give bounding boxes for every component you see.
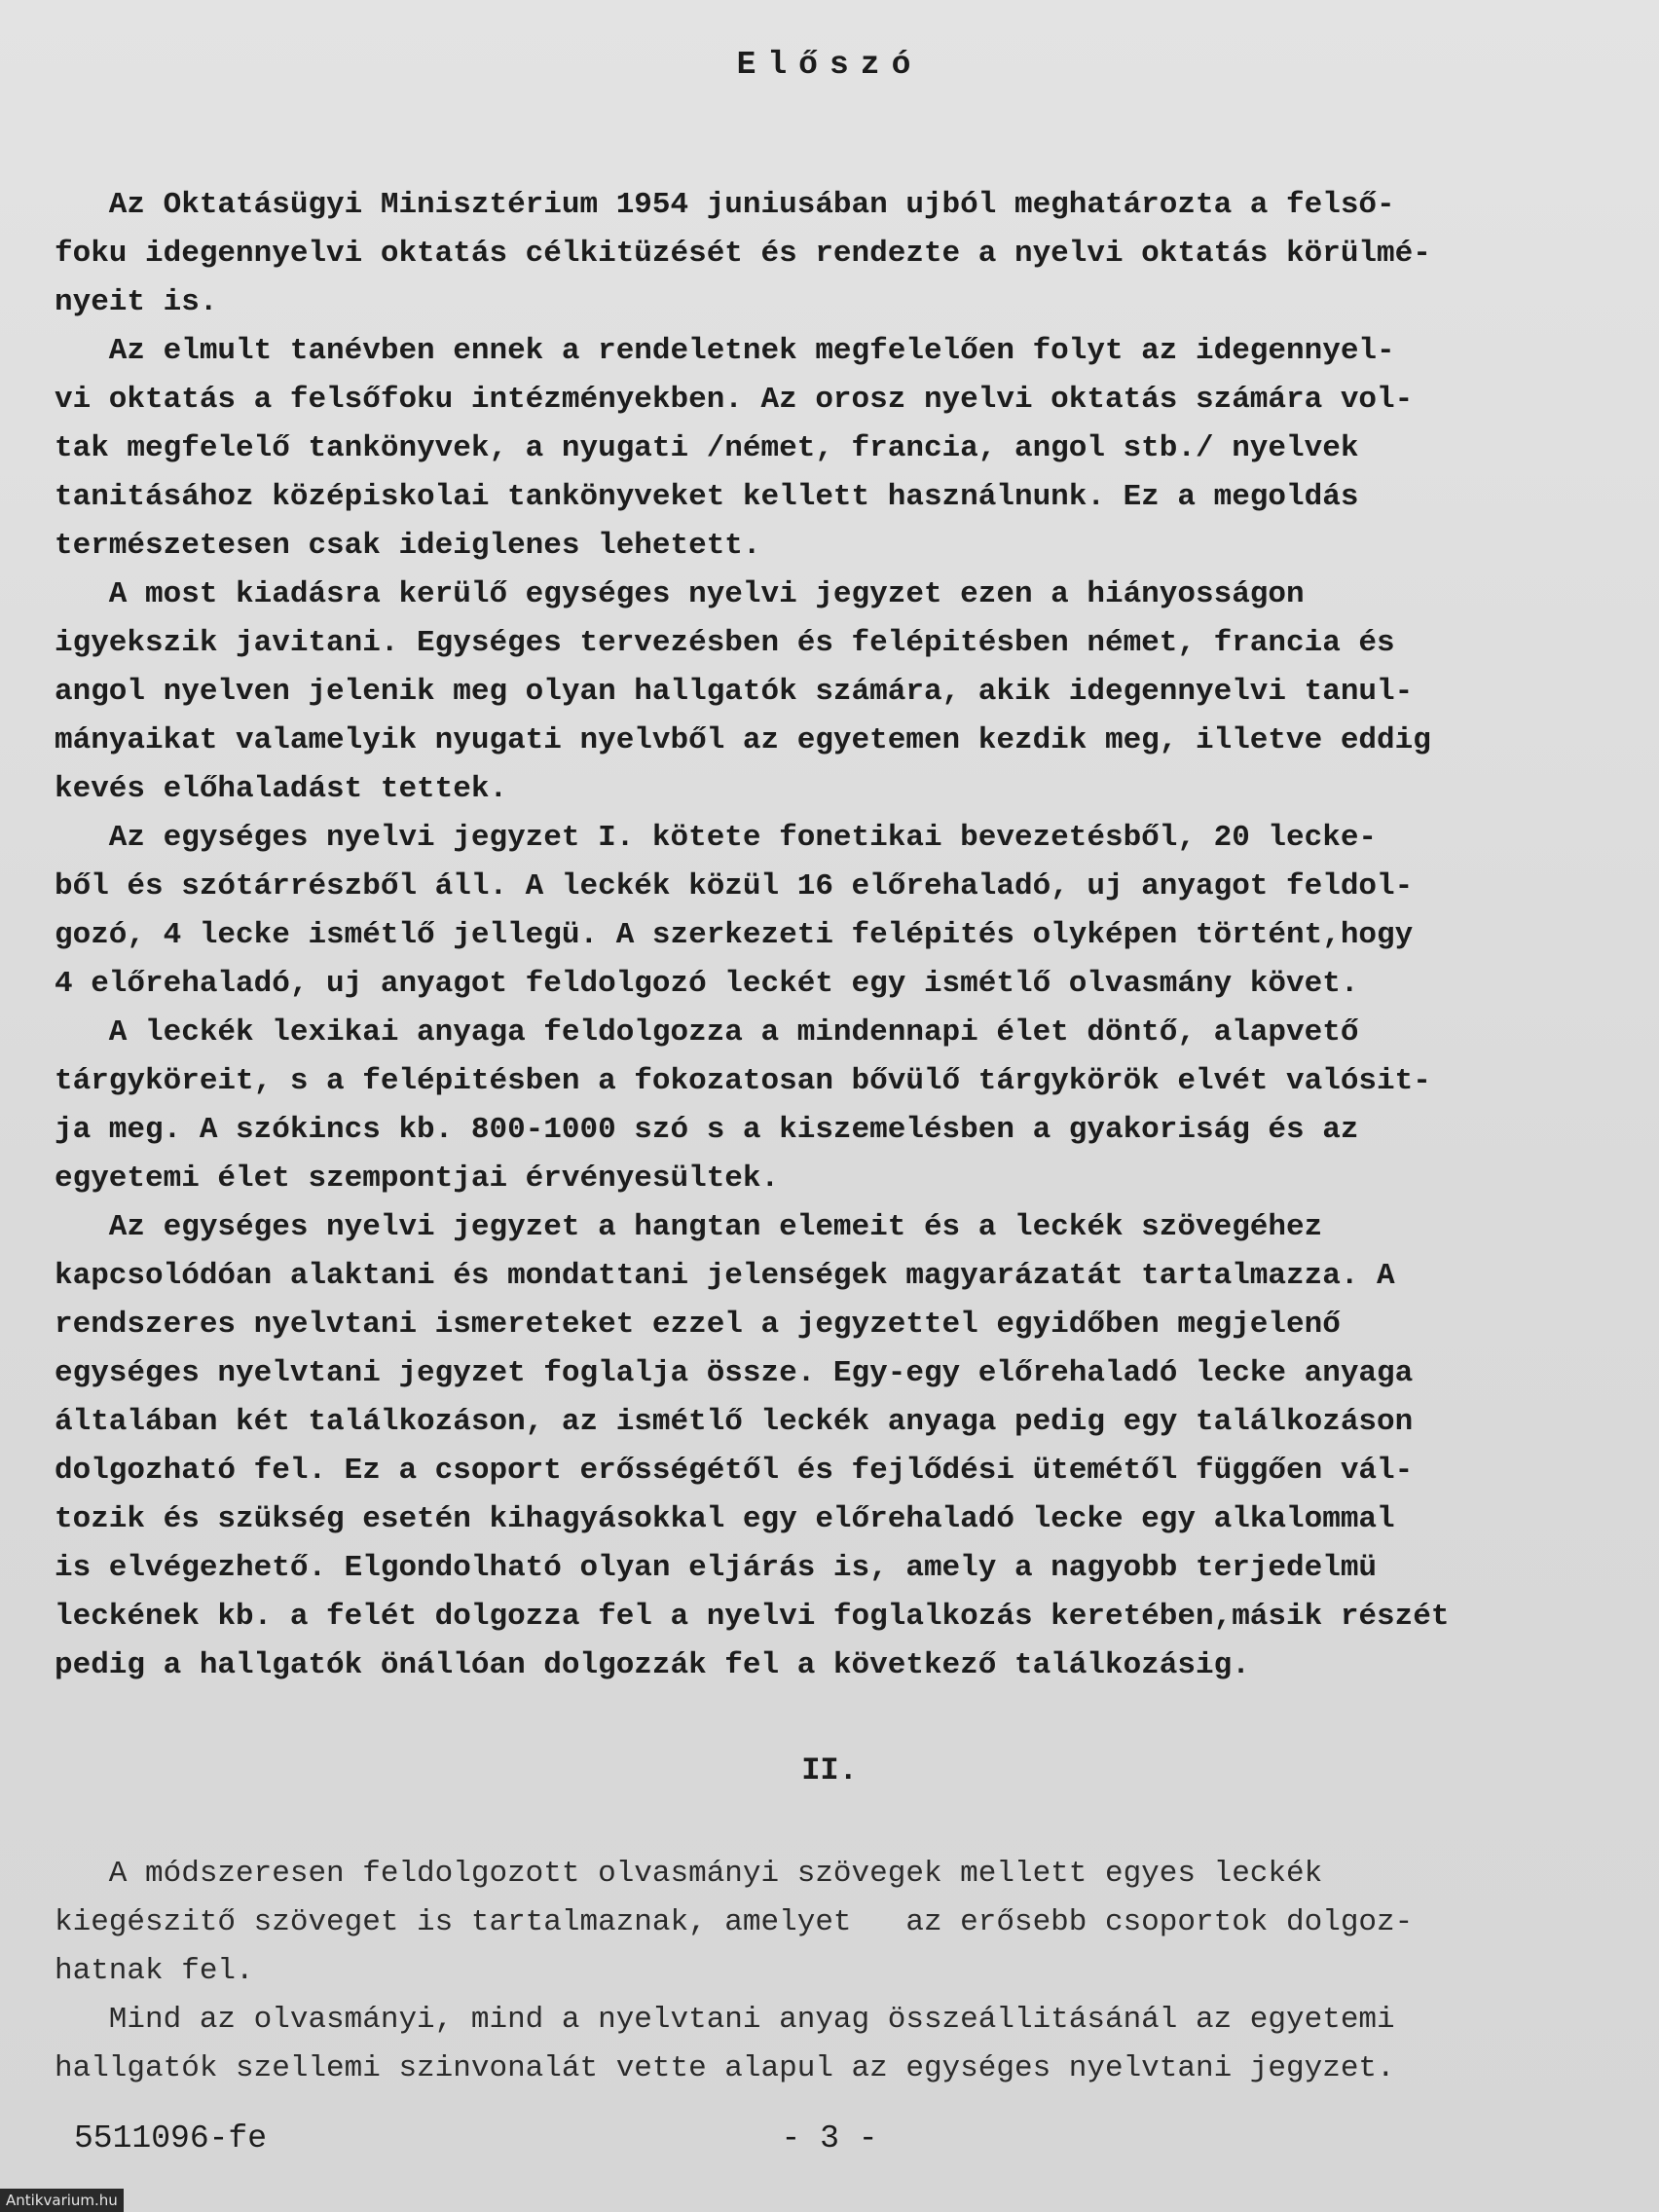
page-title: Előszó (736, 47, 923, 83)
text-line: vi oktatás a felsőfoku intézményekben. Az orosz nyelvi oktatás számára vol- (55, 383, 1414, 417)
text-line: nyeit is. (55, 285, 218, 319)
text-line: A módszeresen feldolgozott olvasmányi szövegek mellett egyes leckék (55, 1857, 1323, 1891)
text-line: pedig a hallgatók önállóan dolgozzák fel a következő találkozásig. (55, 1648, 1250, 1682)
text-line: 4 előrehaladó, uj anyagot feldolgozó leckét egy ismétlő olvasmány követ. (55, 967, 1359, 1001)
text-line: Az egységes nyelvi jegyzet I. kötete fonetikai bevezetésből, 20 lecke- (55, 821, 1378, 855)
text-line: leckének kb. a felét dolgozza fel a nyelvi foglalkozás keretében,másik részét (55, 1600, 1450, 1634)
text-line: ből és szótárrészből áll. A leckék közül 16 előrehaladó, uj anyagot feldol- (55, 869, 1414, 903)
text-line: kevés előhaladást tettek. (55, 772, 508, 806)
text-line: természetesen csak ideiglenes lehetett. (55, 529, 761, 563)
text-line: tak megfelelő tankönyvek, a nyugati /német, francia, angol stb./ nyelvek (55, 431, 1359, 465)
text-line: általában két találkozáson, az ismétlő leckék anyaga pedig egy találkozáson (55, 1405, 1414, 1439)
text-line: Mind az olvasmányi, mind a nyelvtani anyag összeállitásánál az egyetemi (55, 2003, 1395, 2037)
section-body-2 (55, 1850, 1608, 2093)
text-line: tozik és szükség esetén kihagyásokkal egy előrehaladó lecke egy alkalommal (55, 1502, 1395, 1536)
text-line: kapcsolódóan alaktani és mondattani jelenségek magyarázatát tartalmazza. A (55, 1259, 1395, 1293)
text-line: ja meg. A szókincs kb. 800-1000 szó s a kiszemelésben a gyakoriság és az (55, 1113, 1359, 1147)
text-line: egyetemi élet szempontjai érvényesültek. (55, 1161, 780, 1196)
text-line: rendszeres nyelvtani ismereteket ezzel a jegyzettel egyidőben megjelenő (55, 1308, 1341, 1342)
text-line: A leckék lexikai anyaga feldolgozza a mindennapi élet döntő, alapvető (55, 1015, 1359, 1050)
watermark-label: Antikvarium.hu (0, 2189, 124, 2212)
text-line: hallgatók szellemi szinvonalát vette alapul az egységes nyelvtani jegyzet. (55, 2051, 1395, 2085)
text-line: Az egységes nyelvi jegyzet a hangtan elemeit és a leckék szövegéhez (55, 1210, 1323, 1244)
text-line: A most kiadásra kerülő egységes nyelvi jegyzet ezen a hiányosságon (55, 577, 1305, 611)
text-line: is elvégezhető. Elgondolható olyan eljárás is, amely a nagyobb terjedelmü (55, 1551, 1378, 1585)
text-line: angol nyelven jelenik meg olyan hallgatók számára, akik idegennyelvi tanul- (55, 675, 1414, 709)
text-line: tárgyköreit, s a felépitésben a fokozatosan bővülő tárgykörök elvét valósit- (55, 1064, 1431, 1098)
text-line: hatnak fel. (55, 1954, 254, 1988)
text-line: mányaikat valamelyik nyugati nyelvből az egyetemen kezdik meg, illetve eddig (55, 723, 1431, 757)
text-line: egységes nyelvtani jegyzet foglalja össze. Egy-egy előrehaladó lecke anyaga (55, 1356, 1414, 1390)
section-heading-2: II. (801, 1752, 858, 1788)
text-line: kiegészitő szöveget is tartalmaznak, amelyet az erősebb csoportok dolgoz- (55, 1905, 1414, 1939)
text-line: tanitásához középiskolai tankönyveket kellett használnunk. Ez a megoldás (55, 480, 1359, 514)
text-line: igyekszik javitani. Egységes tervezésben és felépitésben német, francia és (55, 626, 1395, 660)
text-line: dolgozható fel. Ez a csoport erősségétől és fejlődési ütemétől függően vál- (55, 1454, 1414, 1488)
text-line: Az elmult tanévben ennek a rendeletnek megfelelően folyt az idegennyel- (55, 334, 1395, 368)
text-line: Az Oktatásügyi Minisztérium 1954 juniusában ujból meghatározta a felső- (55, 188, 1395, 222)
text-line: gozó, 4 lecke ismétlő jellegü. A szerkezeti felépités olyképen történt,hogy (55, 918, 1414, 952)
document-code: 5511096-fe (74, 2120, 268, 2157)
page-number: - 3 - (781, 2120, 878, 2157)
section-body-1 (55, 181, 1608, 1690)
text-line: foku idegennyelvi oktatás célkitüzését és rendezte a nyelvi oktatás körülmé- (55, 237, 1431, 271)
